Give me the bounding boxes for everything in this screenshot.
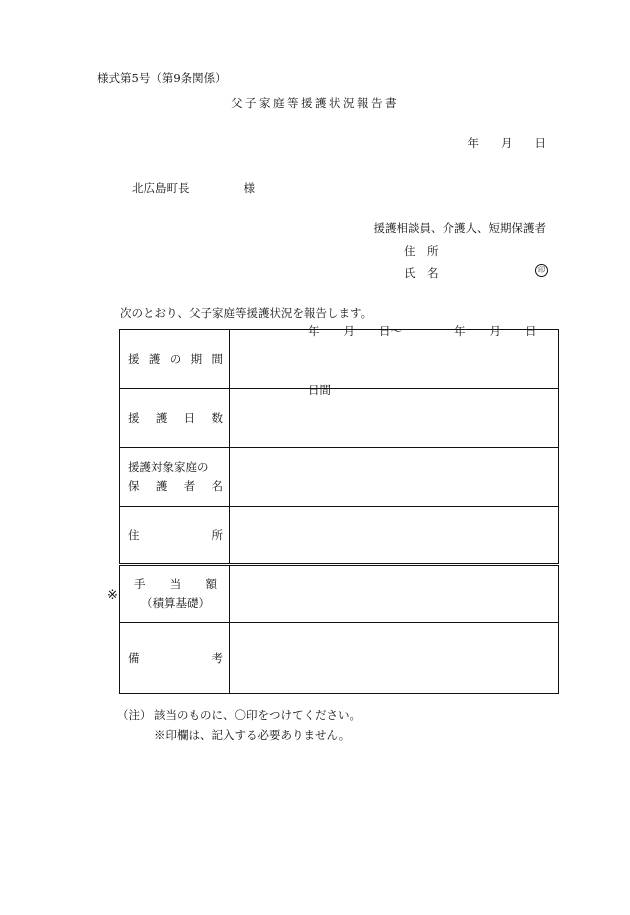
- guardian-label-line2: [128, 477, 223, 496]
- allowance-label-line2: （積算基礎）: [141, 596, 210, 610]
- report-date: [468, 135, 547, 151]
- period-end-month: 月: [489, 324, 501, 338]
- reporter-role: 援護相談員、介護人、短期保護者: [373, 221, 546, 235]
- office-use-mark: ※: [107, 588, 118, 603]
- period-end-day: 日: [525, 324, 537, 338]
- label-char: 護: [148, 352, 161, 366]
- guardian-label-cell: [120, 448, 230, 507]
- label-char: 考: [211, 651, 223, 665]
- remarks-label-cell: [120, 623, 230, 694]
- allowance-label-line1: [128, 575, 223, 594]
- label-char: 護: [155, 479, 168, 493]
- label-char: 援: [128, 352, 140, 366]
- intro-text: 次のとおり、父子家庭等援護状況を報告します。: [120, 306, 373, 320]
- remarks-label: [128, 650, 223, 666]
- guardian-value-cell[interactable]: [230, 448, 559, 507]
- days-value-cell[interactable]: [230, 383, 559, 448]
- allowance-label-cell: [120, 565, 230, 623]
- label-char: 額: [205, 577, 217, 591]
- note-line-1: 該当のものに、〇印をつけてください。: [154, 708, 361, 722]
- document-title: 父子家庭等援護状況報告書: [231, 96, 399, 110]
- days-label: [128, 410, 223, 426]
- label-char: 名: [211, 479, 223, 493]
- period-start-month: 月: [343, 324, 355, 338]
- label-char: の: [169, 352, 182, 366]
- table-row-period: [120, 330, 559, 389]
- reporter-name-label: 氏 名: [404, 266, 439, 280]
- date-year-label: 年: [467, 136, 479, 150]
- period-label-cell: [120, 330, 230, 389]
- label-char: 護: [155, 411, 168, 425]
- report-table: [119, 324, 559, 694]
- guardian-label-line1: 援護対象家庭の: [128, 460, 209, 474]
- allowance-value-cell[interactable]: [230, 565, 559, 623]
- seal-icon: 印: [535, 264, 548, 277]
- period-start-day: 日～: [379, 324, 402, 338]
- reporter-address-label: 住 所: [404, 244, 439, 258]
- days-label-cell: [120, 389, 230, 448]
- days-value: 日間: [308, 383, 331, 397]
- address-label-cell: [120, 507, 230, 565]
- period-end-year: 年: [454, 324, 466, 338]
- label-char: 間: [211, 352, 223, 366]
- date-month-label: 月: [501, 136, 513, 150]
- label-char: 手: [134, 577, 146, 591]
- table-row-address: [120, 507, 559, 565]
- period-label: [128, 351, 223, 367]
- date-day-label: 日: [534, 136, 546, 150]
- address-label: [128, 527, 223, 543]
- label-char: 者: [183, 479, 196, 493]
- period-value-cell[interactable]: [230, 324, 559, 389]
- addressee-name: 北広島町長: [132, 181, 190, 195]
- label-char: 保: [128, 479, 140, 493]
- label-char: 日: [183, 411, 196, 425]
- table-row-days: [120, 389, 559, 448]
- address-value-cell[interactable]: [230, 507, 559, 565]
- remarks-value-cell[interactable]: [230, 623, 559, 694]
- label-char: 備: [128, 651, 140, 665]
- label-char: 所: [211, 528, 223, 542]
- label-char: 数: [211, 411, 223, 425]
- form-number: 様式第5号（第9条関係）: [97, 71, 227, 85]
- label-char: 住: [128, 528, 140, 542]
- period-start-year: 年: [308, 324, 320, 338]
- label-char: 当: [169, 577, 182, 591]
- label-char: 援: [128, 411, 140, 425]
- table-row-remarks: [120, 623, 559, 694]
- table-row-guardian: [120, 448, 559, 507]
- table-row-allowance: [120, 565, 559, 623]
- period-value: [308, 323, 537, 339]
- note-mark: （注）: [117, 708, 152, 722]
- addressee: [132, 180, 255, 196]
- addressee-honorific: 様: [243, 181, 255, 195]
- note-line-2: ※印欄は、記入する必要ありません。: [154, 728, 351, 742]
- label-char: 期: [190, 352, 203, 366]
